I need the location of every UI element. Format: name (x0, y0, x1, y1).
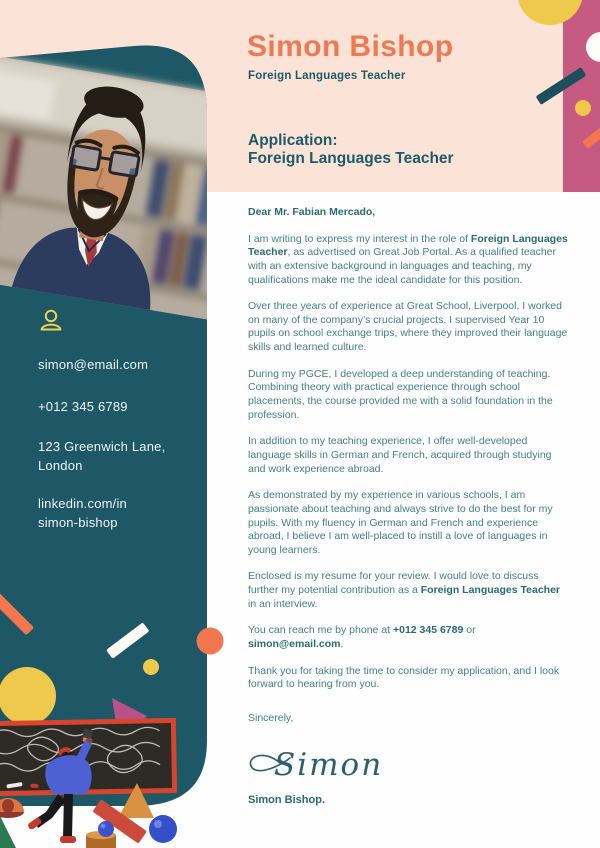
signature-text: Simon (274, 746, 384, 783)
letter-paragraph: Over three years of experience at Great School, Liverpool, I worked on many of the company’s crucial projects. I supervised Year 10 pupils on school exchange trips, where they improved their language skills and learned culture. (248, 300, 568, 354)
orange-dot-edge (197, 628, 224, 655)
letter-paragraph: During my PGCE, I developed a deep understanding of teaching. Combining theory with practical experience through school placements, the course provided me with a solid foundation in the profession. (248, 367, 553, 421)
letter-paragraph: Enclosed is my resume for your review. I would love to discuss further my potential contribution as a Foreign Languages Teacher in an interview. (248, 570, 561, 610)
address-line2: London (38, 457, 83, 473)
linkedin-line2: simon-bishop (38, 515, 118, 531)
letter-paragraph: You can reach me by phone at +012 345 6789 or simon@email.com. (248, 624, 476, 651)
green-triangle (0, 816, 16, 848)
header-decorations (470, 0, 600, 192)
letter-body (248, 206, 568, 821)
contact-address (38, 438, 198, 476)
contact-section (38, 308, 198, 533)
letter-paragraph: Thank you for taking the time to consider my application, and I look forward to hearing from you. (248, 664, 560, 691)
application-label: Application: (248, 132, 338, 149)
person-icon (38, 308, 64, 334)
yellow-circle-small (575, 100, 591, 116)
contact-linkedin (38, 495, 198, 533)
letter-paragraphs (248, 233, 568, 692)
linkedin-line1: linkedin.com/in (38, 496, 127, 512)
blue-sphere-small (98, 821, 114, 837)
letter-salutation: Dear Mr. Fabian Mercado, (248, 206, 376, 218)
letter-paragraph: As demonstrated by my experience in various schools, I am passionate about teaching and always strive to do the best for my pupils. With my fluency in German and French and experience abroad, I believe I am well-placed to instill a love of languages in young learners. (248, 489, 553, 556)
letter-closing: Sincerely, (248, 711, 294, 724)
letter-paragraph: In addition to my teaching experience, I offer well-developed language skills in German and French, acquired through studying and work experience abroad. (248, 435, 552, 475)
contact-phone: +012 345 6789 (38, 398, 128, 414)
application-heading (248, 132, 454, 169)
applicant-name: Simon Bishop (247, 30, 454, 63)
signature (244, 739, 568, 792)
contact-email: simon@email.com (38, 357, 149, 372)
yellow-circle-bottom (0, 667, 56, 725)
blue-sphere-large (149, 815, 177, 843)
portrait-photo (0, 52, 235, 323)
letter-paragraph: I am writing to express my interest in the role of Foreign Languages Teacher, as advertised on Great Job Portal. As a qualified teacher with an extensive background in languages and teaching, my qualifications make me the ideal candidate for this position. (248, 232, 568, 286)
yellow-dot (143, 659, 159, 675)
application-role: Foreign Languages Teacher (248, 150, 454, 168)
signed-name: Simon Bishop. (248, 794, 325, 807)
applicant-role: Foreign Languages Teacher (248, 70, 406, 82)
magenta-band (563, 0, 600, 192)
address-line1: 123 Greenwich Lane, (38, 438, 166, 454)
